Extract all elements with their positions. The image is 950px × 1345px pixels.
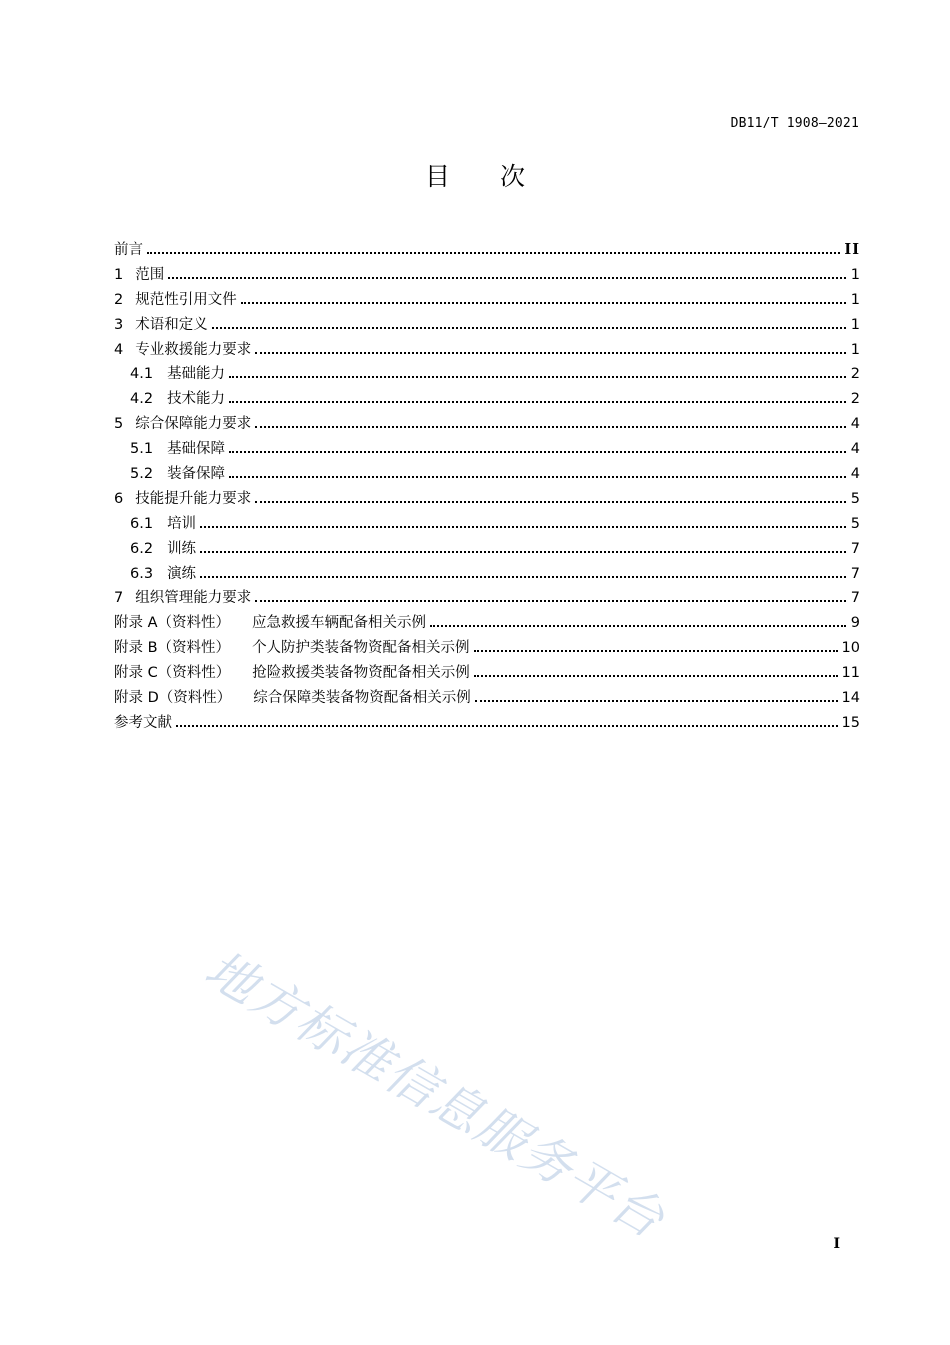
toc-entry-title: 技术能力 (167, 391, 226, 408)
toc-entry-title: 参考文献 (114, 714, 172, 731)
toc-entry[interactable] (114, 636, 860, 661)
toc-entry-page: 4 (850, 466, 860, 483)
toc-entry-title: 培训 (167, 515, 197, 532)
toc-dot-leader (229, 450, 846, 453)
toc-entry-title: 综合保障能力要求 (135, 416, 252, 433)
toc-entry-page: 15 (841, 714, 860, 731)
toc-entry-number: 5.1 (130, 441, 154, 458)
toc-entry-page: 14 (841, 690, 860, 707)
toc-entry-number: 4.1 (130, 366, 154, 383)
toc-entry-title: 范围 (135, 266, 165, 283)
toc-entry[interactable] (114, 537, 860, 562)
toc-dot-leader (168, 276, 846, 279)
toc-dot-leader (200, 525, 846, 528)
page-number: I (833, 1236, 840, 1252)
toc-entry-page: 7 (850, 590, 860, 607)
toc-entry-title: 组织管理能力要求 (135, 590, 252, 607)
toc-dot-leader (430, 624, 846, 627)
toc-entry-number: 5 (114, 416, 124, 433)
toc-entry-title: 抢险救援类装备物资配备相关示例 (252, 665, 470, 682)
toc-entry-title: 演练 (167, 565, 197, 582)
toc-entry-page: 9 (850, 615, 860, 632)
toc-entry[interactable] (114, 711, 860, 736)
toc-dot-leader (229, 475, 846, 478)
toc-entry-appendix-label: 附录 B（资料性） (114, 640, 231, 657)
toc-entry[interactable] (114, 313, 860, 338)
toc-dot-leader (229, 375, 846, 378)
toc-entry-page: 1 (850, 341, 860, 358)
toc-entry-title: 前言 (114, 242, 143, 258)
toc-entry-page: 2 (850, 366, 860, 383)
toc-entry[interactable] (114, 288, 860, 313)
toc-entry[interactable] (114, 362, 860, 387)
toc-entry-page: 4 (850, 416, 860, 433)
toc-entry-page: II (844, 241, 860, 258)
toc-entry-appendix-label: 附录 C（资料性） (114, 665, 231, 682)
toc-entry[interactable] (114, 686, 860, 711)
watermark: 地方标准信息服务平台 (195, 939, 675, 1250)
toc-entry[interactable] (114, 586, 860, 611)
toc-entry-page: 2 (850, 391, 860, 408)
document-code: DB11/T 1908—2021 (730, 116, 859, 131)
toc-entry[interactable] (114, 412, 860, 437)
toc-entry-title: 个人防护类装备物资配备相关示例 (252, 640, 470, 657)
toc-entry-title: 规范性引用文件 (135, 291, 237, 308)
toc-entry-number: 6.3 (130, 565, 154, 582)
toc-entry-page: 7 (850, 540, 860, 557)
toc-entry-title: 基础保障 (167, 441, 226, 458)
toc-entry[interactable] (114, 487, 860, 512)
toc-entry-page: 5 (850, 490, 860, 507)
toc-entry[interactable] (114, 437, 860, 462)
toc-entry-number: 6.1 (130, 515, 154, 532)
toc-entry-title: 术语和定义 (135, 316, 208, 333)
toc-entry-title: 基础能力 (167, 366, 226, 383)
toc-entry-number: 4.2 (130, 391, 154, 408)
toc-entry-title: 训练 (167, 540, 197, 557)
toc-dot-leader (474, 674, 838, 677)
toc-entry[interactable] (114, 462, 860, 487)
toc-entry[interactable] (114, 238, 860, 263)
toc-entry-page: 5 (850, 515, 860, 532)
toc-dot-leader (255, 425, 846, 428)
toc-dot-leader (475, 699, 838, 702)
toc-entry-page: 1 (850, 291, 860, 308)
toc-entry-page: 11 (841, 665, 860, 682)
toc-entry-page: 10 (841, 640, 860, 657)
toc-entry-number: 1 (114, 266, 124, 283)
toc-entry-number: 2 (114, 291, 124, 308)
toc-entry[interactable] (114, 512, 860, 537)
toc-entry-appendix-label: 附录 A（资料性） (114, 615, 231, 632)
toc-entry[interactable] (114, 338, 860, 363)
toc-entry-title: 装备保障 (167, 466, 226, 483)
toc-entry-page: 1 (850, 266, 860, 283)
toc-entry-number: 4 (114, 341, 124, 358)
toc-dot-leader (229, 400, 846, 403)
toc-dot-leader (176, 724, 838, 727)
toc-entry-number: 6.2 (130, 540, 154, 557)
toc-dot-leader (200, 550, 846, 553)
toc-entry[interactable] (114, 263, 860, 288)
toc-dot-leader (212, 326, 846, 329)
toc-dot-leader (255, 599, 846, 602)
toc-entry-number: 3 (114, 316, 124, 333)
toc-title: 目次 (424, 162, 575, 191)
toc-dot-leader (255, 351, 846, 354)
toc-entry-title: 技能提升能力要求 (135, 490, 252, 507)
toc-dot-leader (241, 301, 846, 304)
toc-entry-page: 1 (850, 316, 860, 333)
toc-entry-appendix-label: 附录 D（资料性） (114, 690, 232, 707)
toc-entry-title: 专业救援能力要求 (135, 341, 252, 358)
toc-dot-leader (147, 251, 840, 254)
toc-entry[interactable] (114, 661, 860, 686)
toc-entry-title: 应急救援车辆配备相关示例 (252, 615, 427, 632)
toc-entry-number: 7 (114, 590, 124, 607)
toc-entry-number: 5.2 (130, 466, 154, 483)
toc-dot-leader (200, 575, 846, 578)
toc-entry[interactable] (114, 562, 860, 587)
toc-dot-leader (255, 500, 846, 503)
toc-list (114, 238, 860, 736)
toc-entry-page: 7 (850, 565, 860, 582)
toc-entry-title: 综合保障类装备物资配备相关示例 (253, 690, 471, 707)
toc-entry[interactable] (114, 387, 860, 412)
toc-entry[interactable] (114, 611, 860, 636)
toc-entry-page: 4 (850, 441, 860, 458)
toc-dot-leader (474, 649, 838, 652)
toc-entry-number: 6 (114, 490, 124, 507)
